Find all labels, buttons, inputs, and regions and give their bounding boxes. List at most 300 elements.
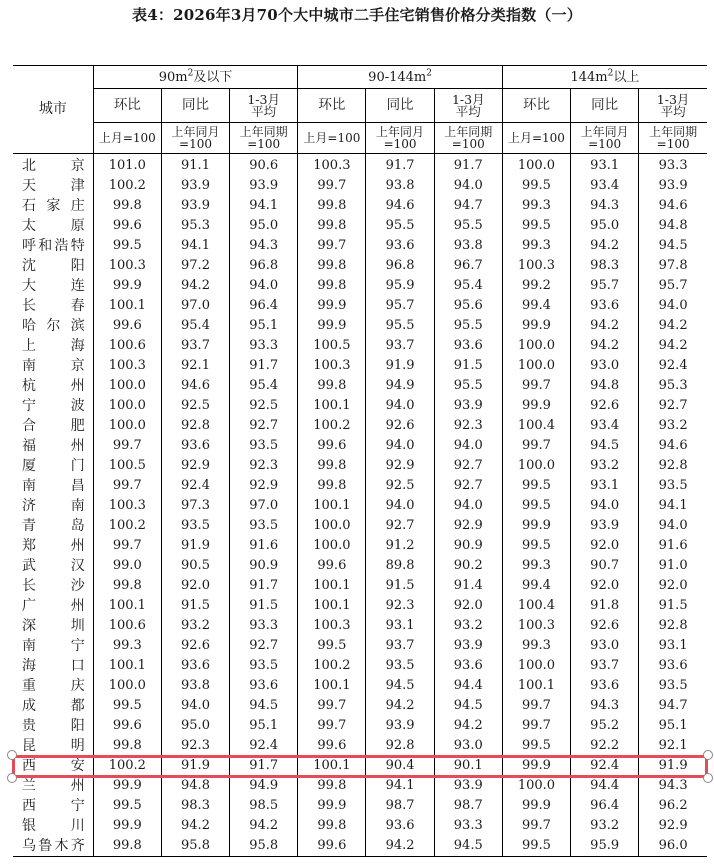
- value-cell: 93.7: [366, 336, 434, 356]
- value-cell: 93.1: [366, 616, 434, 636]
- value-cell: 99.6: [298, 736, 366, 756]
- yoy-header: 同比: [161, 89, 229, 123]
- value-cell: 91.2: [366, 536, 434, 556]
- value-cell: 93.9: [434, 776, 502, 796]
- value-cell: 93.0: [571, 356, 639, 376]
- value-cell: 93.9: [366, 716, 434, 736]
- city-column-header: 城市: [13, 66, 93, 154]
- price-index-table: [13, 65, 707, 857]
- city-cell: 哈尔滨: [13, 316, 93, 336]
- value-cell: 99.7: [93, 436, 161, 456]
- resize-handle-bottom-left[interactable]: [7, 773, 17, 783]
- value-cell: 93.7: [366, 636, 434, 656]
- value-cell: 91.9: [161, 756, 229, 776]
- value-cell: 99.5: [298, 636, 366, 656]
- value-cell: 95.5: [366, 216, 434, 236]
- value-cell: 95.7: [366, 296, 434, 316]
- value-cell: 91.7: [366, 154, 434, 177]
- value-cell: 100.1: [298, 576, 366, 596]
- value-cell: 100.4: [502, 416, 570, 436]
- value-cell: 93.3: [230, 616, 298, 636]
- value-cell: 90.7: [571, 556, 639, 576]
- value-cell: 100.6: [93, 336, 161, 356]
- value-cell: 99.9: [502, 756, 570, 776]
- value-cell: 93.6: [366, 816, 434, 836]
- value-cell: 95.0: [571, 216, 639, 236]
- value-cell: 96.4: [230, 296, 298, 316]
- value-cell: 100.0: [93, 416, 161, 436]
- value-cell: 100.1: [93, 596, 161, 616]
- value-cell: 92.4: [571, 756, 639, 776]
- value-cell: 94.5: [658, 238, 688, 253]
- value-cell: 100.0: [93, 376, 161, 396]
- resize-handle-bottom-right[interactable]: [703, 773, 713, 783]
- value-cell: 92.7: [434, 456, 502, 476]
- value-cell: 93.6: [434, 336, 502, 356]
- value-cell: 99.9: [298, 296, 366, 316]
- value-cell: 99.6: [93, 716, 161, 736]
- avg-base-label: 上年同期 =100: [230, 123, 298, 154]
- value-cell: 92.3: [366, 596, 434, 616]
- value-cell: 95.9: [571, 836, 639, 857]
- value-cell: 99.7: [298, 176, 366, 196]
- avg-header: 1-3月 平均: [639, 89, 707, 123]
- table-row: [13, 796, 707, 816]
- value-cell: 94.3: [571, 696, 639, 716]
- city-cell: 南 京: [13, 356, 93, 376]
- value-cell: 91.5: [161, 596, 229, 616]
- value-cell: 99.3: [502, 196, 570, 216]
- value-cell: 95.3: [658, 378, 688, 393]
- value-cell: 92.8: [161, 416, 229, 436]
- table-row: [13, 154, 707, 177]
- value-cell: 99.8: [298, 256, 366, 276]
- value-cell: 92.7: [366, 516, 434, 536]
- value-cell: 94.0: [161, 696, 229, 716]
- base-header-row: [13, 123, 707, 154]
- value-cell: 92.9: [366, 456, 434, 476]
- value-cell: 99.5: [502, 476, 570, 496]
- value-cell: 99.7: [502, 716, 570, 736]
- value-cell: 94.2: [571, 336, 639, 356]
- value-cell: 92.0: [571, 536, 639, 556]
- value-cell: 92.0: [658, 578, 688, 593]
- group-header-large: $144m^2$以上: [502, 66, 707, 89]
- city-cell: 昆 明: [13, 736, 93, 756]
- mom-header: 环比: [502, 89, 570, 123]
- value-cell: 99.7: [298, 236, 366, 256]
- value-cell: 99.8: [298, 196, 366, 216]
- value-cell: 99.6: [298, 836, 366, 857]
- value-cell: 93.6: [571, 676, 639, 696]
- sub-header-row: [13, 89, 707, 123]
- table-row: [13, 716, 707, 736]
- group-header-small: $90m^2$及以下: [93, 66, 298, 89]
- value-cell: 92.0: [161, 576, 229, 596]
- table-row: [13, 736, 707, 756]
- value-cell: 91.5: [434, 356, 502, 376]
- value-cell: 91.5: [658, 598, 688, 613]
- value-cell: 93.1: [571, 154, 639, 177]
- table-row: [13, 236, 707, 256]
- mom-header: 环比: [298, 89, 366, 123]
- value-cell: 97.0: [161, 296, 229, 316]
- city-cell: 济 南: [13, 496, 93, 516]
- value-cell: 93.9: [161, 176, 229, 196]
- value-cell: 93.2: [571, 816, 639, 836]
- value-cell: 94.2: [161, 816, 229, 836]
- value-cell: 91.5: [230, 596, 298, 616]
- value-cell: 91.6: [230, 536, 298, 556]
- value-cell: 99.6: [93, 216, 161, 236]
- resize-handle-top-left[interactable]: [7, 750, 17, 760]
- avg-base-label: 上年同期 =100: [639, 123, 707, 154]
- value-cell: 90.2: [434, 556, 502, 576]
- value-cell: 94.4: [571, 776, 639, 796]
- value-cell: 94.2: [366, 696, 434, 716]
- value-cell: 96.8: [366, 256, 434, 276]
- value-cell: 93.6: [571, 296, 639, 316]
- value-cell: 93.2: [658, 418, 688, 433]
- value-cell: 99.8: [298, 776, 366, 796]
- value-cell: 100.0: [502, 656, 570, 676]
- value-cell: 99.8: [298, 276, 366, 296]
- value-cell: 94.3: [571, 196, 639, 216]
- table-row: [13, 456, 707, 476]
- table-row: [13, 756, 707, 776]
- value-cell: 92.6: [571, 396, 639, 416]
- city-cell: 广 州: [13, 596, 93, 616]
- value-cell: 100.1: [93, 656, 161, 676]
- value-cell: 89.8: [366, 556, 434, 576]
- value-cell: 97.8: [658, 258, 688, 273]
- table-row: [13, 296, 707, 316]
- city-cell: 福 州: [13, 436, 93, 456]
- value-cell: 96.7: [434, 256, 502, 276]
- value-cell: 99.0: [93, 556, 161, 576]
- value-cell: 94.8: [571, 376, 639, 396]
- city-cell: 沈 阳: [13, 256, 93, 276]
- city-cell: 厦 门: [13, 456, 93, 476]
- value-cell: 93.3: [434, 816, 502, 836]
- value-cell: 99.7: [502, 436, 570, 456]
- value-cell: 99.9: [298, 316, 366, 336]
- value-cell: 93.2: [161, 616, 229, 636]
- value-cell: 99.8: [93, 736, 161, 756]
- value-cell: 93.6: [161, 656, 229, 676]
- value-cell: 99.8: [298, 216, 366, 236]
- value-cell: 93.5: [658, 478, 688, 493]
- city-cell: 重 庆: [13, 676, 93, 696]
- table-row: [13, 836, 707, 857]
- value-cell: 92.4: [161, 476, 229, 496]
- value-cell: 99.6: [298, 436, 366, 456]
- value-cell: 91.4: [434, 576, 502, 596]
- value-cell: 94.1: [230, 196, 298, 216]
- value-cell: 94.0: [571, 496, 639, 516]
- value-cell: 99.6: [93, 316, 161, 336]
- value-cell: 99.3: [502, 636, 570, 656]
- value-cell: 93.8: [161, 676, 229, 696]
- price-index-table-wrapper: [13, 65, 707, 857]
- city-cell: 成 都: [13, 696, 93, 716]
- table-row: [13, 536, 707, 556]
- value-cell: 94.7: [434, 196, 502, 216]
- value-cell: 92.8: [658, 618, 688, 633]
- value-cell: 95.7: [658, 278, 688, 293]
- city-cell: 宁 波: [13, 396, 93, 416]
- value-cell: 92.5: [161, 396, 229, 416]
- city-cell: 武 汉: [13, 556, 93, 576]
- value-cell: 91.9: [658, 758, 688, 773]
- city-cell: 西 宁: [13, 796, 93, 816]
- value-cell: 92.3: [230, 456, 298, 476]
- value-cell: 94.6: [366, 196, 434, 216]
- value-cell: 100.3: [93, 356, 161, 376]
- value-cell: 99.5: [93, 236, 161, 256]
- value-cell: 90.9: [230, 556, 298, 576]
- value-cell: 93.7: [571, 656, 639, 676]
- value-cell: 93.6: [161, 436, 229, 456]
- value-cell: 93.9: [571, 516, 639, 536]
- table-row: [13, 196, 707, 216]
- value-cell: 99.9: [93, 816, 161, 836]
- value-cell: 93.4: [571, 416, 639, 436]
- value-cell: 94.8: [658, 218, 688, 233]
- value-cell: 99.5: [502, 216, 570, 236]
- value-cell: 99.9: [502, 316, 570, 336]
- value-cell: 98.3: [571, 256, 639, 276]
- value-cell: 98.3: [161, 796, 229, 816]
- value-cell: 100.0: [298, 536, 366, 556]
- value-cell: 99.5: [93, 696, 161, 716]
- city-cell: 上 海: [13, 336, 93, 356]
- value-cell: 94.5: [434, 696, 502, 716]
- yoy-base-label: 上年同月 =100: [161, 123, 229, 154]
- value-cell: 92.7: [230, 416, 298, 436]
- city-cell: 深 圳: [13, 616, 93, 636]
- value-cell: 94.2: [658, 318, 688, 333]
- value-cell: 100.1: [502, 676, 570, 696]
- value-cell: 93.4: [571, 176, 639, 196]
- table-row: [13, 576, 707, 596]
- table-row: [13, 436, 707, 456]
- value-cell: 99.7: [93, 536, 161, 556]
- mom-base-label: 上月=100: [298, 123, 366, 154]
- value-cell: 100.0: [93, 396, 161, 416]
- value-cell: 91.1: [161, 154, 229, 177]
- value-cell: 93.6: [366, 236, 434, 256]
- value-cell: 94.2: [230, 816, 298, 836]
- value-cell: 94.2: [571, 236, 639, 256]
- table-row: [13, 316, 707, 336]
- value-cell: 95.8: [230, 836, 298, 857]
- value-cell: 92.1: [161, 356, 229, 376]
- table-row: [13, 516, 707, 536]
- value-cell: 99.8: [298, 816, 366, 836]
- city-cell: 杭 州: [13, 376, 93, 396]
- value-cell: 92.6: [366, 416, 434, 436]
- value-cell: 100.2: [93, 516, 161, 536]
- yoy-header: 同比: [571, 89, 639, 123]
- city-cell: 青 岛: [13, 516, 93, 536]
- value-cell: 91.7: [230, 576, 298, 596]
- value-cell: 99.7: [298, 716, 366, 736]
- value-cell: 94.9: [366, 376, 434, 396]
- value-cell: 95.9: [366, 276, 434, 296]
- value-cell: 92.4: [658, 358, 688, 373]
- value-cell: 94.8: [161, 776, 229, 796]
- value-cell: 100.0: [502, 154, 570, 177]
- value-cell: 95.2: [571, 716, 639, 736]
- value-cell: 93.6: [658, 658, 688, 673]
- value-cell: 95.5: [434, 376, 502, 396]
- value-cell: 94.0: [366, 496, 434, 516]
- city-cell: 长 沙: [13, 576, 93, 596]
- value-cell: 100.2: [298, 416, 366, 436]
- value-cell: 93.8: [366, 176, 434, 196]
- city-cell: 银 川: [13, 816, 93, 836]
- value-cell: 93.5: [230, 516, 298, 536]
- value-cell: 94.6: [658, 438, 688, 453]
- value-cell: 100.3: [298, 616, 366, 636]
- value-cell: 99.8: [298, 376, 366, 396]
- value-cell: 94.2: [658, 338, 688, 353]
- city-cell: 郑 州: [13, 536, 93, 556]
- value-cell: 97.3: [161, 496, 229, 516]
- value-cell: 92.6: [571, 616, 639, 636]
- value-cell: 94.0: [434, 176, 502, 196]
- yoy-base-label: 上年同月 =100: [571, 123, 639, 154]
- value-cell: 92.9: [658, 818, 688, 833]
- value-cell: 94.6: [161, 376, 229, 396]
- value-cell: 99.8: [298, 456, 366, 476]
- value-cell: 99.9: [298, 796, 366, 816]
- city-cell: 兰 州: [13, 776, 93, 796]
- value-cell: 93.2: [571, 456, 639, 476]
- value-cell: 94.7: [658, 698, 688, 713]
- value-cell: 100.1: [298, 496, 366, 516]
- value-cell: 95.4: [434, 276, 502, 296]
- value-cell: 93.3: [230, 336, 298, 356]
- table-row: [13, 496, 707, 516]
- city-cell: 天 津: [13, 176, 93, 196]
- value-cell: 100.5: [298, 336, 366, 356]
- value-cell: 99.9: [502, 516, 570, 536]
- avg-header: 1-3月 平均: [230, 89, 298, 123]
- value-cell: 98.7: [434, 796, 502, 816]
- value-cell: 92.4: [230, 736, 298, 756]
- value-cell: 99.8: [298, 476, 366, 496]
- value-cell: 99.3: [502, 236, 570, 256]
- value-cell: 100.0: [93, 676, 161, 696]
- value-cell: 94.3: [230, 236, 298, 256]
- value-cell: 99.4: [502, 296, 570, 316]
- table-row: [13, 476, 707, 496]
- value-cell: 100.0: [502, 776, 570, 796]
- value-cell: 94.2: [434, 716, 502, 736]
- value-cell: 96.0: [658, 838, 688, 853]
- value-cell: 93.3: [658, 158, 688, 173]
- value-cell: 94.5: [366, 676, 434, 696]
- value-cell: 99.8: [93, 836, 161, 857]
- value-cell: 95.5: [434, 216, 502, 236]
- value-cell: 99.5: [502, 176, 570, 196]
- group-header-medium: $90-144m^2$: [298, 66, 503, 89]
- value-cell: 91.9: [161, 536, 229, 556]
- value-cell: 99.8: [93, 196, 161, 216]
- value-cell: 100.1: [298, 756, 366, 776]
- table-row: [13, 356, 707, 376]
- value-cell: 90.9: [434, 536, 502, 556]
- table-row: [13, 696, 707, 716]
- value-cell: 100.6: [93, 616, 161, 636]
- value-cell: 94.0: [366, 436, 434, 456]
- city-cell: 太 原: [13, 216, 93, 236]
- table-header: [13, 66, 707, 154]
- value-cell: 99.5: [93, 796, 161, 816]
- value-cell: 95.0: [230, 216, 298, 236]
- value-cell: 91.0: [658, 558, 688, 573]
- value-cell: 90.5: [161, 556, 229, 576]
- value-cell: 92.0: [571, 576, 639, 596]
- value-cell: 99.7: [502, 816, 570, 836]
- value-cell: 99.5: [502, 836, 570, 857]
- value-cell: 97.2: [161, 256, 229, 276]
- value-cell: 94.0: [434, 496, 502, 516]
- avg-base-label: 上年同期 =100: [434, 123, 502, 154]
- value-cell: 93.5: [230, 436, 298, 456]
- value-cell: 93.9: [434, 636, 502, 656]
- yoy-header: 同比: [366, 89, 434, 123]
- value-cell: 99.7: [502, 696, 570, 716]
- value-cell: 94.0: [434, 436, 502, 456]
- value-cell: 94.1: [161, 236, 229, 256]
- table-row: [13, 556, 707, 576]
- value-cell: 99.8: [93, 576, 161, 596]
- resize-handle-top-right[interactable]: [703, 750, 713, 760]
- value-cell: 100.3: [502, 256, 570, 276]
- table-row: [13, 256, 707, 276]
- value-cell: 100.0: [502, 356, 570, 376]
- value-cell: 93.7: [161, 336, 229, 356]
- city-cell: 海 口: [13, 656, 93, 676]
- value-cell: 96.4: [571, 796, 639, 816]
- city-cell: 贵 阳: [13, 716, 93, 736]
- table-row: [13, 816, 707, 836]
- value-cell: 100.0: [502, 456, 570, 476]
- value-cell: 98.5: [230, 796, 298, 816]
- value-cell: 95.1: [230, 316, 298, 336]
- value-cell: 92.8: [658, 458, 688, 473]
- table-body: [13, 154, 707, 857]
- value-cell: 101.0: [93, 154, 161, 177]
- value-cell: 94.2: [571, 316, 639, 336]
- value-cell: 95.3: [161, 216, 229, 236]
- value-cell: 99.7: [93, 476, 161, 496]
- value-cell: 93.2: [434, 616, 502, 636]
- value-cell: 99.7: [298, 696, 366, 716]
- value-cell: 99.6: [298, 556, 366, 576]
- value-cell: 93.5: [161, 516, 229, 536]
- city-cell: 南 宁: [13, 636, 93, 656]
- value-cell: 95.6: [434, 296, 502, 316]
- value-cell: 99.5: [502, 496, 570, 516]
- city-cell: 南 昌: [13, 476, 93, 496]
- value-cell: 92.7: [658, 398, 688, 413]
- value-cell: 94.4: [434, 676, 502, 696]
- value-cell: 96.2: [658, 798, 688, 813]
